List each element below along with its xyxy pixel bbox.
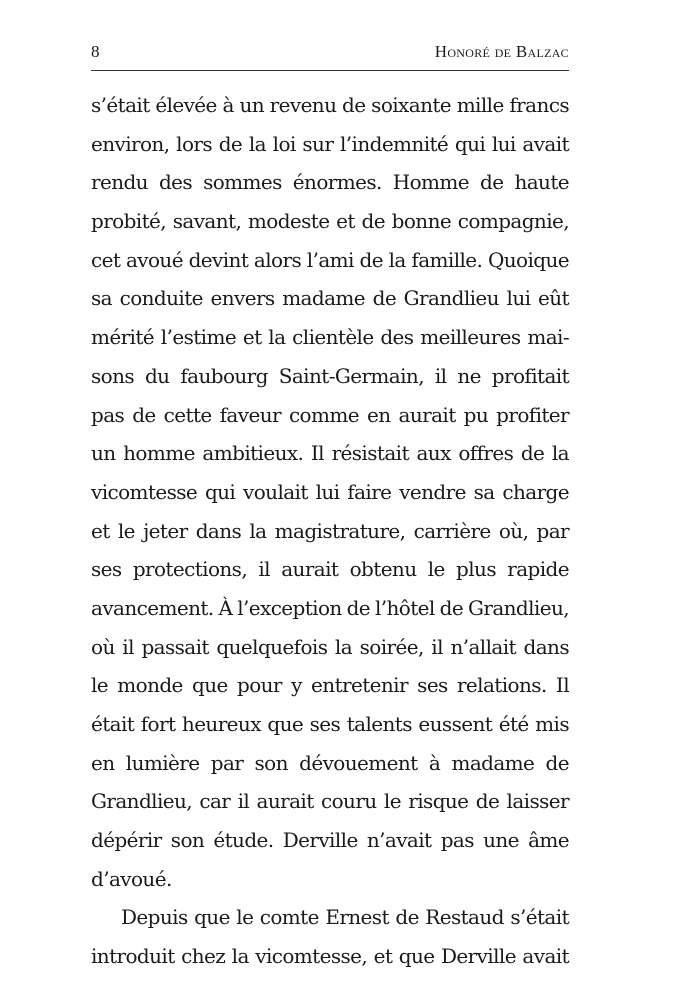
text-line: le monde que pour y entretenir ses relations. Il: [91, 673, 569, 698]
text-line: pas de cette faveur comme en aurait pu profiter: [91, 402, 569, 427]
text-line: sons du faubourg Saint-Germain, il ne profitait: [91, 363, 569, 388]
text-line: était fort heureux que ses talents eussent été mis: [91, 712, 569, 736]
text-line: cet avoué devint alors l’ami de la famille. Quoique: [91, 247, 569, 272]
text-line: où il passait quelquefois la soirée, il n’allait dans: [91, 634, 569, 659]
text-line: sa conduite envers madame de Grandlieu lui eût: [91, 286, 569, 311]
running-title: Honoré de Balzac: [434, 42, 569, 61]
text-line: et le jeter dans la magistrature, carrière où, par: [91, 518, 569, 543]
text-line: Depuis que le comte Ernest de Restaud s’était: [121, 905, 569, 930]
body-text: [91, 86, 569, 976]
text-line: d’avoué.: [91, 866, 172, 891]
text-line: en lumière par son dévouement à madame de: [91, 750, 569, 775]
text-line: dépérir son étude. Derville n’avait pas une âme: [91, 828, 569, 853]
text-line: introduit chez la vicomtesse, et que Derville avait: [91, 944, 569, 969]
text-line: Grandlieu, car il aurait couru le risque de laisser: [91, 789, 569, 814]
page-number: 8: [91, 42, 100, 61]
text-line: environ, lors de la loi sur l’indemnité qui lui avait: [91, 131, 569, 156]
running-head: [91, 40, 569, 71]
paragraph-2: [91, 898, 569, 975]
text-line: un homme ambitieux. Il résistait aux offres de la: [91, 441, 569, 466]
text-line: vicomtesse qui voulait lui faire vendre sa charge: [91, 479, 569, 504]
text-line: ses protections, il aurait obtenu le plus rapide: [91, 557, 569, 582]
text-line: avancement. À l’exception de l’hôtel de Grandlieu,: [91, 595, 569, 620]
text-line: probité, savant, modeste et de bonne compagnie,: [91, 209, 569, 234]
text-line: s’était élevée à un revenu de soixante mille francs: [91, 93, 569, 117]
text-line: mérité l’estime et la clientèle des meilleures mai-: [91, 325, 569, 350]
paragraph-1: [91, 86, 569, 898]
text-line: rendu des sommes énormes. Homme de haute: [91, 170, 569, 195]
